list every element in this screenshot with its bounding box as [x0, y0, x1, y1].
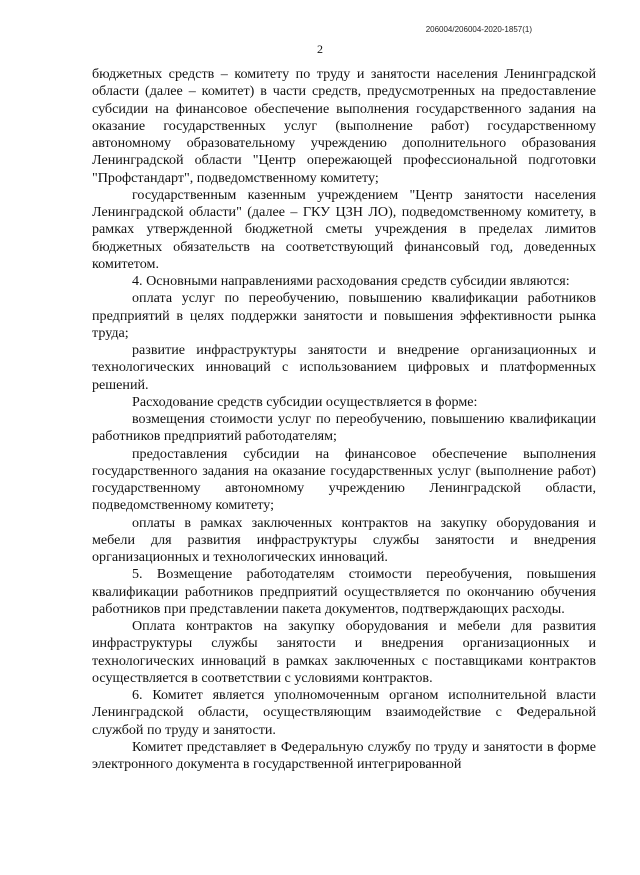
paragraph-reimbursement: возмещения стоимости услуг по переобучению, повышению квалификации работников предприятий работодателям;: [92, 411, 596, 445]
paragraph-retraining-payment: оплата услуг по переобучению, повышению квалификации работников предприятий в целях поддержки занятости и повышения эффективности рынка труда;: [92, 290, 596, 341]
paragraph-reporting: Комитет представляет в Федеральную службу по труду и занятости в форме электронного документа в государственной интегрированной: [92, 738, 596, 772]
paragraph-gku-czn: государственным казенным учреждением "Центр занятости населения Ленинградской области" (далее – ГКУ ЦЗН ЛО), подведомственному комитету, в рамках утвержденной бюджетной сметы учреждения в пределах лимитов бюджетных обязательств на соответствующий финансовый год, доведенных комитетом.: [92, 186, 596, 272]
paragraph-infrastructure: развитие инфраструктуры занятости и внедрение организационных и технологических инноваций с использованием цифровых и платформенных решений.: [92, 342, 596, 393]
paragraph-section-5: 5. Возмещение работодателям стоимости переобучения, повышения квалификации работников предприятий осуществляется по окончанию обучения работников при представлении пакета документов, подтверждающих расходы.: [92, 566, 596, 617]
paragraph-section-6: 6. Комитет является уполномоченным органом исполнительной власти Ленинградской области, осуществляющим взаимодействие с Федеральной службой по труду и занятости.: [92, 687, 596, 738]
paragraph-spending-form: Расходование средств субсидии осуществляется в форме:: [132, 393, 478, 410]
page-number: 2: [317, 42, 323, 56]
paragraph-subsidy: предоставления субсидии на финансовое обеспечение выполнения государственного задания на оказание государственных услуг (выполнение работ) государственному автономному учреждению Ленинградской области, подведомственному комитету;: [92, 445, 596, 514]
paragraph-contract-execution: Оплата контрактов на закупку оборудования и мебели для развития инфраструктуры службы занятости и внедрения организационных и технологических инноваций в рамках заключенных с поставщиками контрактов осуществляется в соответствии с условиями контрактов.: [92, 618, 596, 686]
paragraph-contracts-payment: оплаты в рамках заключенных контрактов на закупку оборудования и мебели для развития инфраструктуры службы занятости и внедрения организационных и технологических инноваций.: [92, 514, 596, 565]
document-id: 206004/206004-2020-1857(1): [425, 25, 532, 34]
paragraph-section-4: 4. Основными направлениями расходования средств субсидии являются:: [132, 273, 570, 289]
paragraph-budget-funds: бюджетных средств – комитету по труду и занятости населения Ленинградской области (далее – комитет) в части средств, предусмотренных на предоставление субсидии на финансовое обеспечение выполнения государственного задания на оказание государственных услуг (выполнение работ) государственному автономному образовательному учреждению дополнительного образования Ленинградской области "Центр опережающей профессиональной подготовки "Профстандарт", подведомственному комитету;: [92, 66, 596, 186]
document-body: [92, 66, 596, 773]
